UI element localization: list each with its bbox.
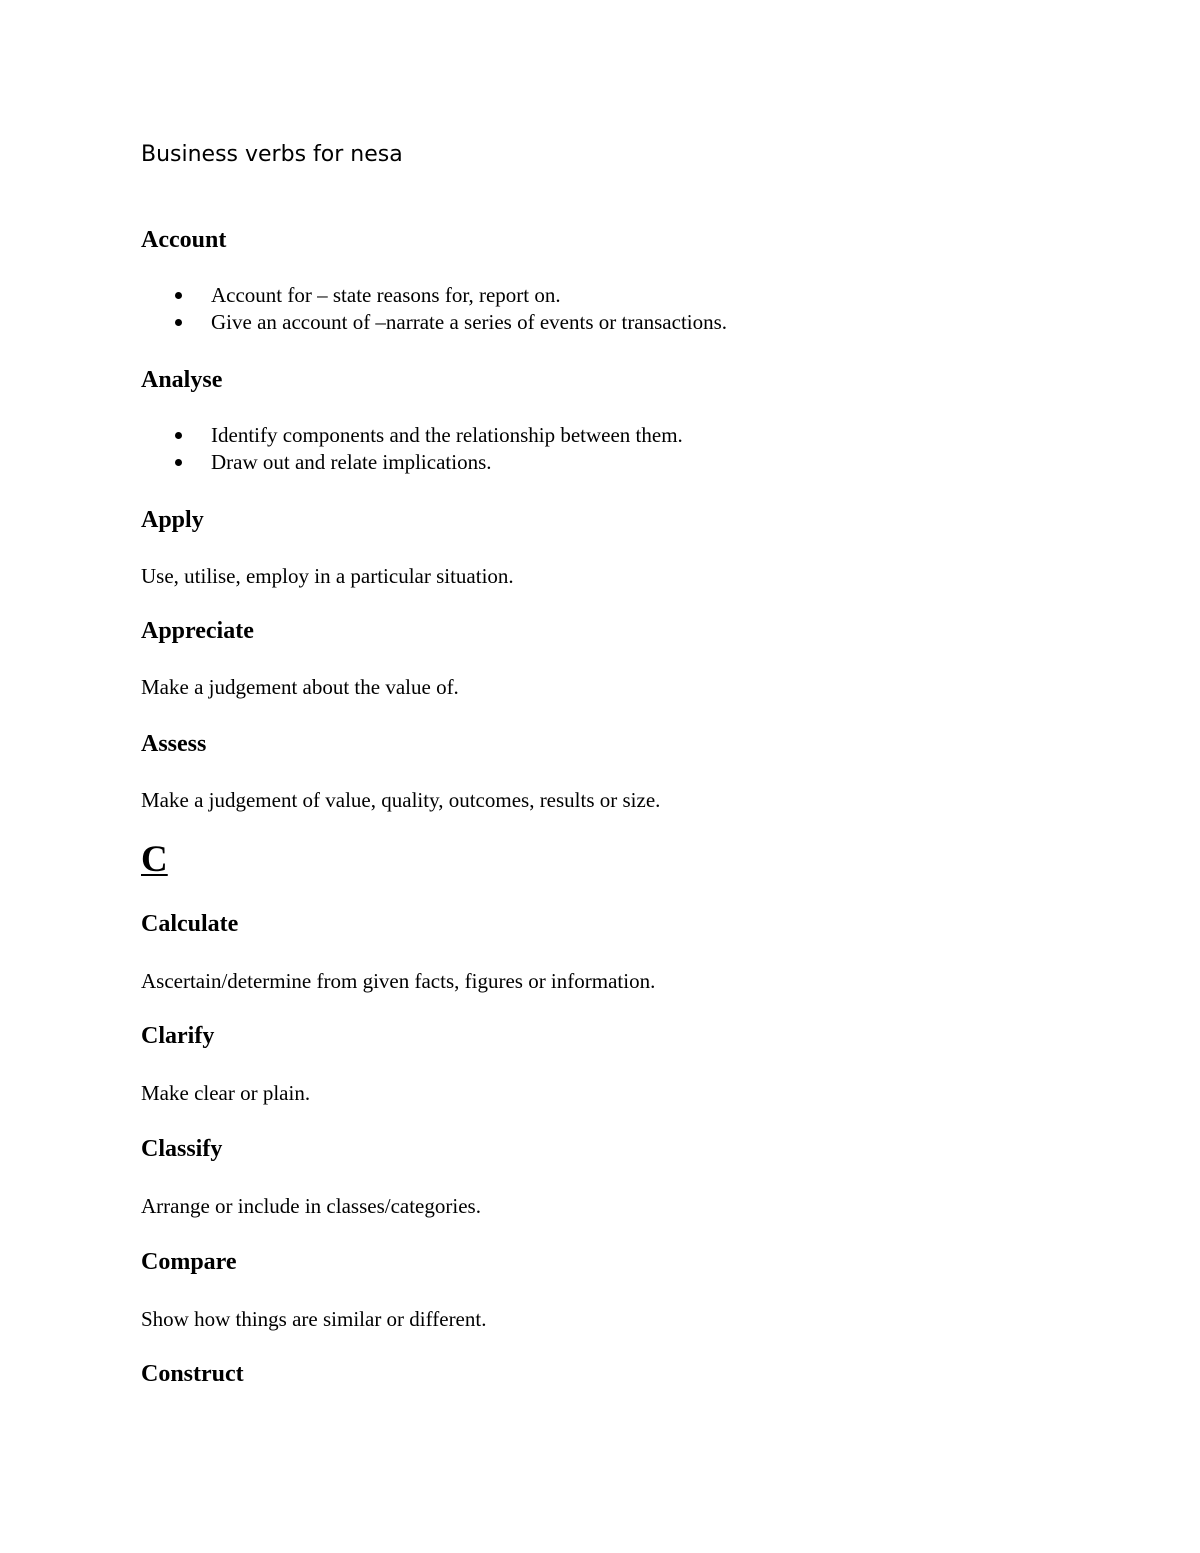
bullet-icon xyxy=(175,459,182,466)
document-title: Business verbs for nesa xyxy=(141,142,403,167)
list-item xyxy=(141,309,727,336)
heading-calculate: Calculate xyxy=(141,911,239,937)
heading-construct: Construct xyxy=(141,1361,244,1387)
heading-classify: Classify xyxy=(141,1136,223,1162)
heading-assess: Assess xyxy=(141,731,207,757)
list-item-text: Give an account of –narrate a series of events or transactions. xyxy=(211,310,728,334)
definition-calculate: Ascertain/determine from given facts, figures or information. xyxy=(141,969,656,993)
section-letter-c: C xyxy=(141,839,168,880)
definition-clarify: Make clear or plain. xyxy=(141,1081,311,1105)
list-item-text: Account for – state reasons for, report on. xyxy=(211,283,561,307)
list-item xyxy=(141,422,683,449)
bullet-icon xyxy=(175,432,182,439)
definition-apply: Use, utilise, employ in a particular situation. xyxy=(141,564,514,588)
list-item-text: Draw out and relate implications. xyxy=(211,450,492,474)
list-item-text: Identify components and the relationship between them. xyxy=(211,423,683,447)
list-item xyxy=(141,282,727,309)
heading-analyse: Analyse xyxy=(141,367,223,393)
definition-compare: Show how things are similar or different. xyxy=(141,1307,487,1331)
bullet-icon xyxy=(175,292,182,299)
heading-appreciate: Appreciate xyxy=(141,618,254,644)
heading-compare: Compare xyxy=(141,1249,237,1275)
heading-apply: Apply xyxy=(141,507,204,533)
bullet-icon xyxy=(175,319,182,326)
heading-account: Account xyxy=(141,227,227,253)
account-bullet-list xyxy=(141,282,727,336)
analyse-bullet-list xyxy=(141,422,683,476)
heading-clarify: Clarify xyxy=(141,1023,215,1049)
list-item xyxy=(141,449,683,476)
definition-appreciate: Make a judgement about the value of. xyxy=(141,675,459,699)
definition-assess: Make a judgement of value, quality, outcomes, results or size. xyxy=(141,788,661,812)
definition-classify: Arrange or include in classes/categories. xyxy=(141,1194,481,1218)
